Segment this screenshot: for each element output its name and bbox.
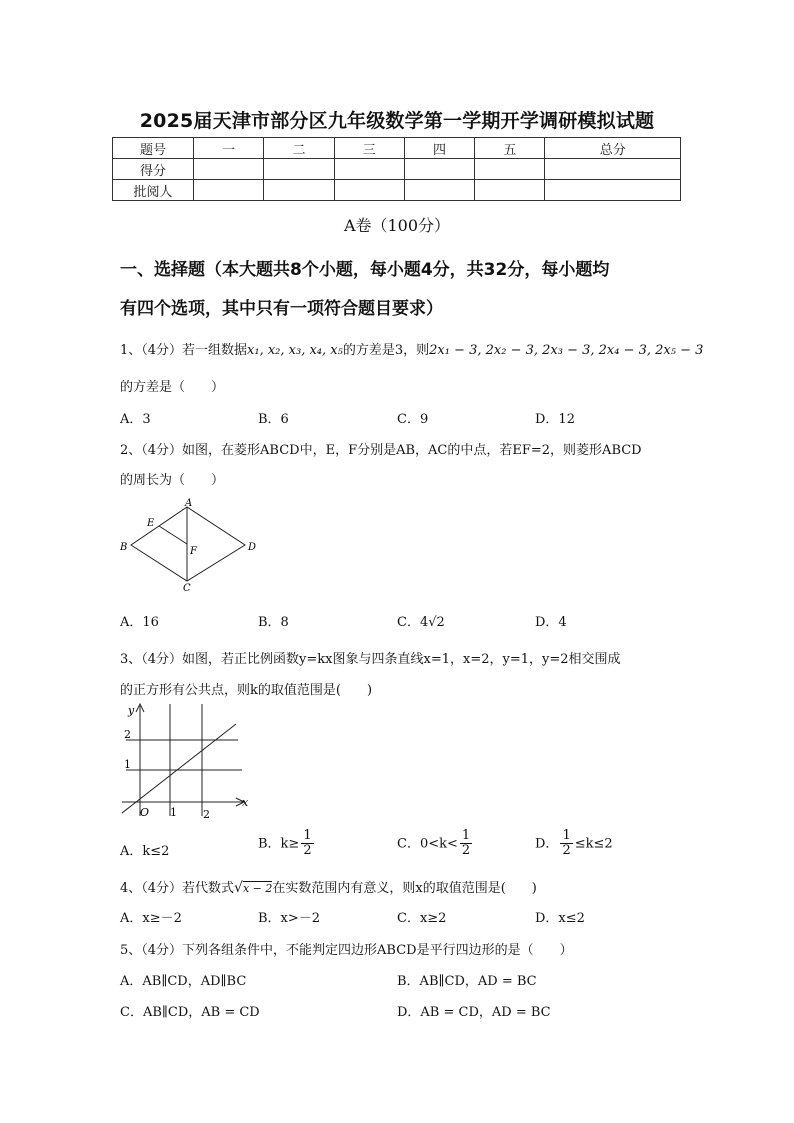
option-a[interactable]: A．AB∥CD，AD∥BC [120,974,247,989]
table-cell[interactable] [334,159,404,180]
table-cell[interactable] [475,180,545,201]
table-header-cell: 总分 [545,138,681,159]
question-5-line1: 5、（4分）下列各组条件中，不能判定四边形ABCD是平行四边形的是（ ） [120,943,573,958]
question-1-line1 [120,339,703,358]
option-c[interactable]: C．AB∥CD，AB = CD [120,1005,260,1020]
table-cell[interactable] [404,159,474,180]
volume-heading: A卷（100分） [343,216,451,235]
label-x: x [242,796,249,809]
section-heading-line2: 有四个选项，其中只有一项符合题目要求） [120,299,443,319]
option-b[interactable]: B．8 [258,615,289,630]
option-a[interactable]: A．3 [120,412,151,427]
table-cell[interactable] [475,159,545,180]
option-d[interactable]: D．AB = CD，AD = BC [397,1005,551,1020]
table-header-cell: 一 [194,138,264,159]
segment-ef [159,526,187,544]
label-x-2: 2 [203,808,210,821]
question-2-line2: 的周长为（ ） [120,473,225,488]
table-cell[interactable] [194,180,264,201]
question-1-vars: x₁, x₂, x₃, x₄, x₅ [247,343,343,358]
label-c: C [183,583,191,594]
line-y-kx [122,724,236,813]
label-f: F [190,546,197,557]
table-header-cell: 二 [264,138,334,159]
option-b[interactable]: B．6 [258,412,289,427]
section-heading-line1: 一、选择题（本大题共8个小题，每小题4分，共32分，每小题均 [120,260,610,280]
label-a: A [185,498,193,509]
label-y: y [128,704,135,717]
option-b[interactable]: B．AB∥CD，AD = BC [397,974,537,989]
option-c[interactable]: C．9 [397,412,429,427]
option-d-prefix: D． [535,836,559,852]
option-b-prefix: B．k≥ [258,836,300,852]
table-row [113,180,681,201]
sqrt-expression: √x − 2 [234,880,273,896]
table-row [113,138,681,159]
question-3-line2: 的正方形有公共点，则k的取值范围是( ) [120,683,373,698]
option-c[interactable] [397,829,474,859]
label-y-2: 2 [124,728,131,741]
option-b[interactable]: B．x>－2 [258,911,321,926]
label-d: D [248,542,257,553]
table-header-cell: 五 [475,138,545,159]
question-1-expression: 2x₁ − 3, 2x₂ − 3, 2x₃ − 3, 2x₄ − 3, 2x₅ − 3 [429,343,704,358]
option-d[interactable]: D．x≤2 [535,911,585,926]
label-origin: O [140,806,150,819]
table-header-cell: 题号 [113,138,194,159]
option-d-suffix: ≤k≤2 [574,836,613,852]
option-a[interactable]: A．x≥－2 [120,911,182,926]
table-cell[interactable] [404,180,474,201]
fraction-one-half: $\frac{1}{2}$ [562,828,571,859]
table-cell[interactable] [545,159,681,180]
option-d[interactable] [535,829,613,859]
table-row-label: 批阅人 [113,180,194,201]
fraction-one-half: $\frac{1}{2}$ [461,828,471,859]
table-cell[interactable] [334,180,404,201]
rhombus-figure [112,495,272,595]
coordinate-graph [112,700,258,826]
table-cell[interactable] [545,180,681,201]
option-d[interactable]: D．4 [535,615,567,630]
table-cell[interactable] [194,159,264,180]
question-1-mid: 的方差是3，则 [342,343,430,358]
table-header-cell: 三 [334,138,404,159]
question-4-line1: 4、（4分）若代数式√x − 2在实数范围内有意义，则x的取值范围是( ) [120,880,537,896]
option-c[interactable]: C．4√2 [397,615,445,630]
label-x-1: 1 [170,806,177,819]
table-row-label: 得分 [113,159,194,180]
question-1-prefix: 1、（4分）若一组数据 [120,343,248,358]
fraction-one-half: $\frac{1}{2}$ [303,828,312,859]
label-y-1: 1 [124,758,131,771]
option-c[interactable]: C．x≥2 [397,911,447,926]
table-row [113,159,681,180]
option-b[interactable] [258,829,316,859]
option-a[interactable]: A．k≤2 [120,844,170,859]
option-c-prefix: C．0<k< [397,836,458,852]
label-b: B [120,542,128,553]
score-table [112,137,681,201]
question-3-line1: 3、（4分）如图，若正比例函数y=kx图象与四条直线x=1，x=2，y=1，y=2相交围成 [120,652,621,667]
table-cell[interactable] [264,180,334,201]
table-cell[interactable] [264,159,334,180]
label-e: E [147,518,155,529]
option-a[interactable]: A．16 [120,615,159,630]
exam-title: 2025届天津市部分区九年级数学第一学期开学调研模拟试题 [139,110,655,132]
question-2-line1: 2、（4分）如图，在菱形ABCD中，E，F分别是AB，AC的中点，若EF=2，则菱形ABCD [120,443,642,458]
table-header-cell: 四 [404,138,474,159]
option-d[interactable]: D．12 [535,412,575,427]
question-1-line2: 的方差是（ ） [120,380,225,395]
